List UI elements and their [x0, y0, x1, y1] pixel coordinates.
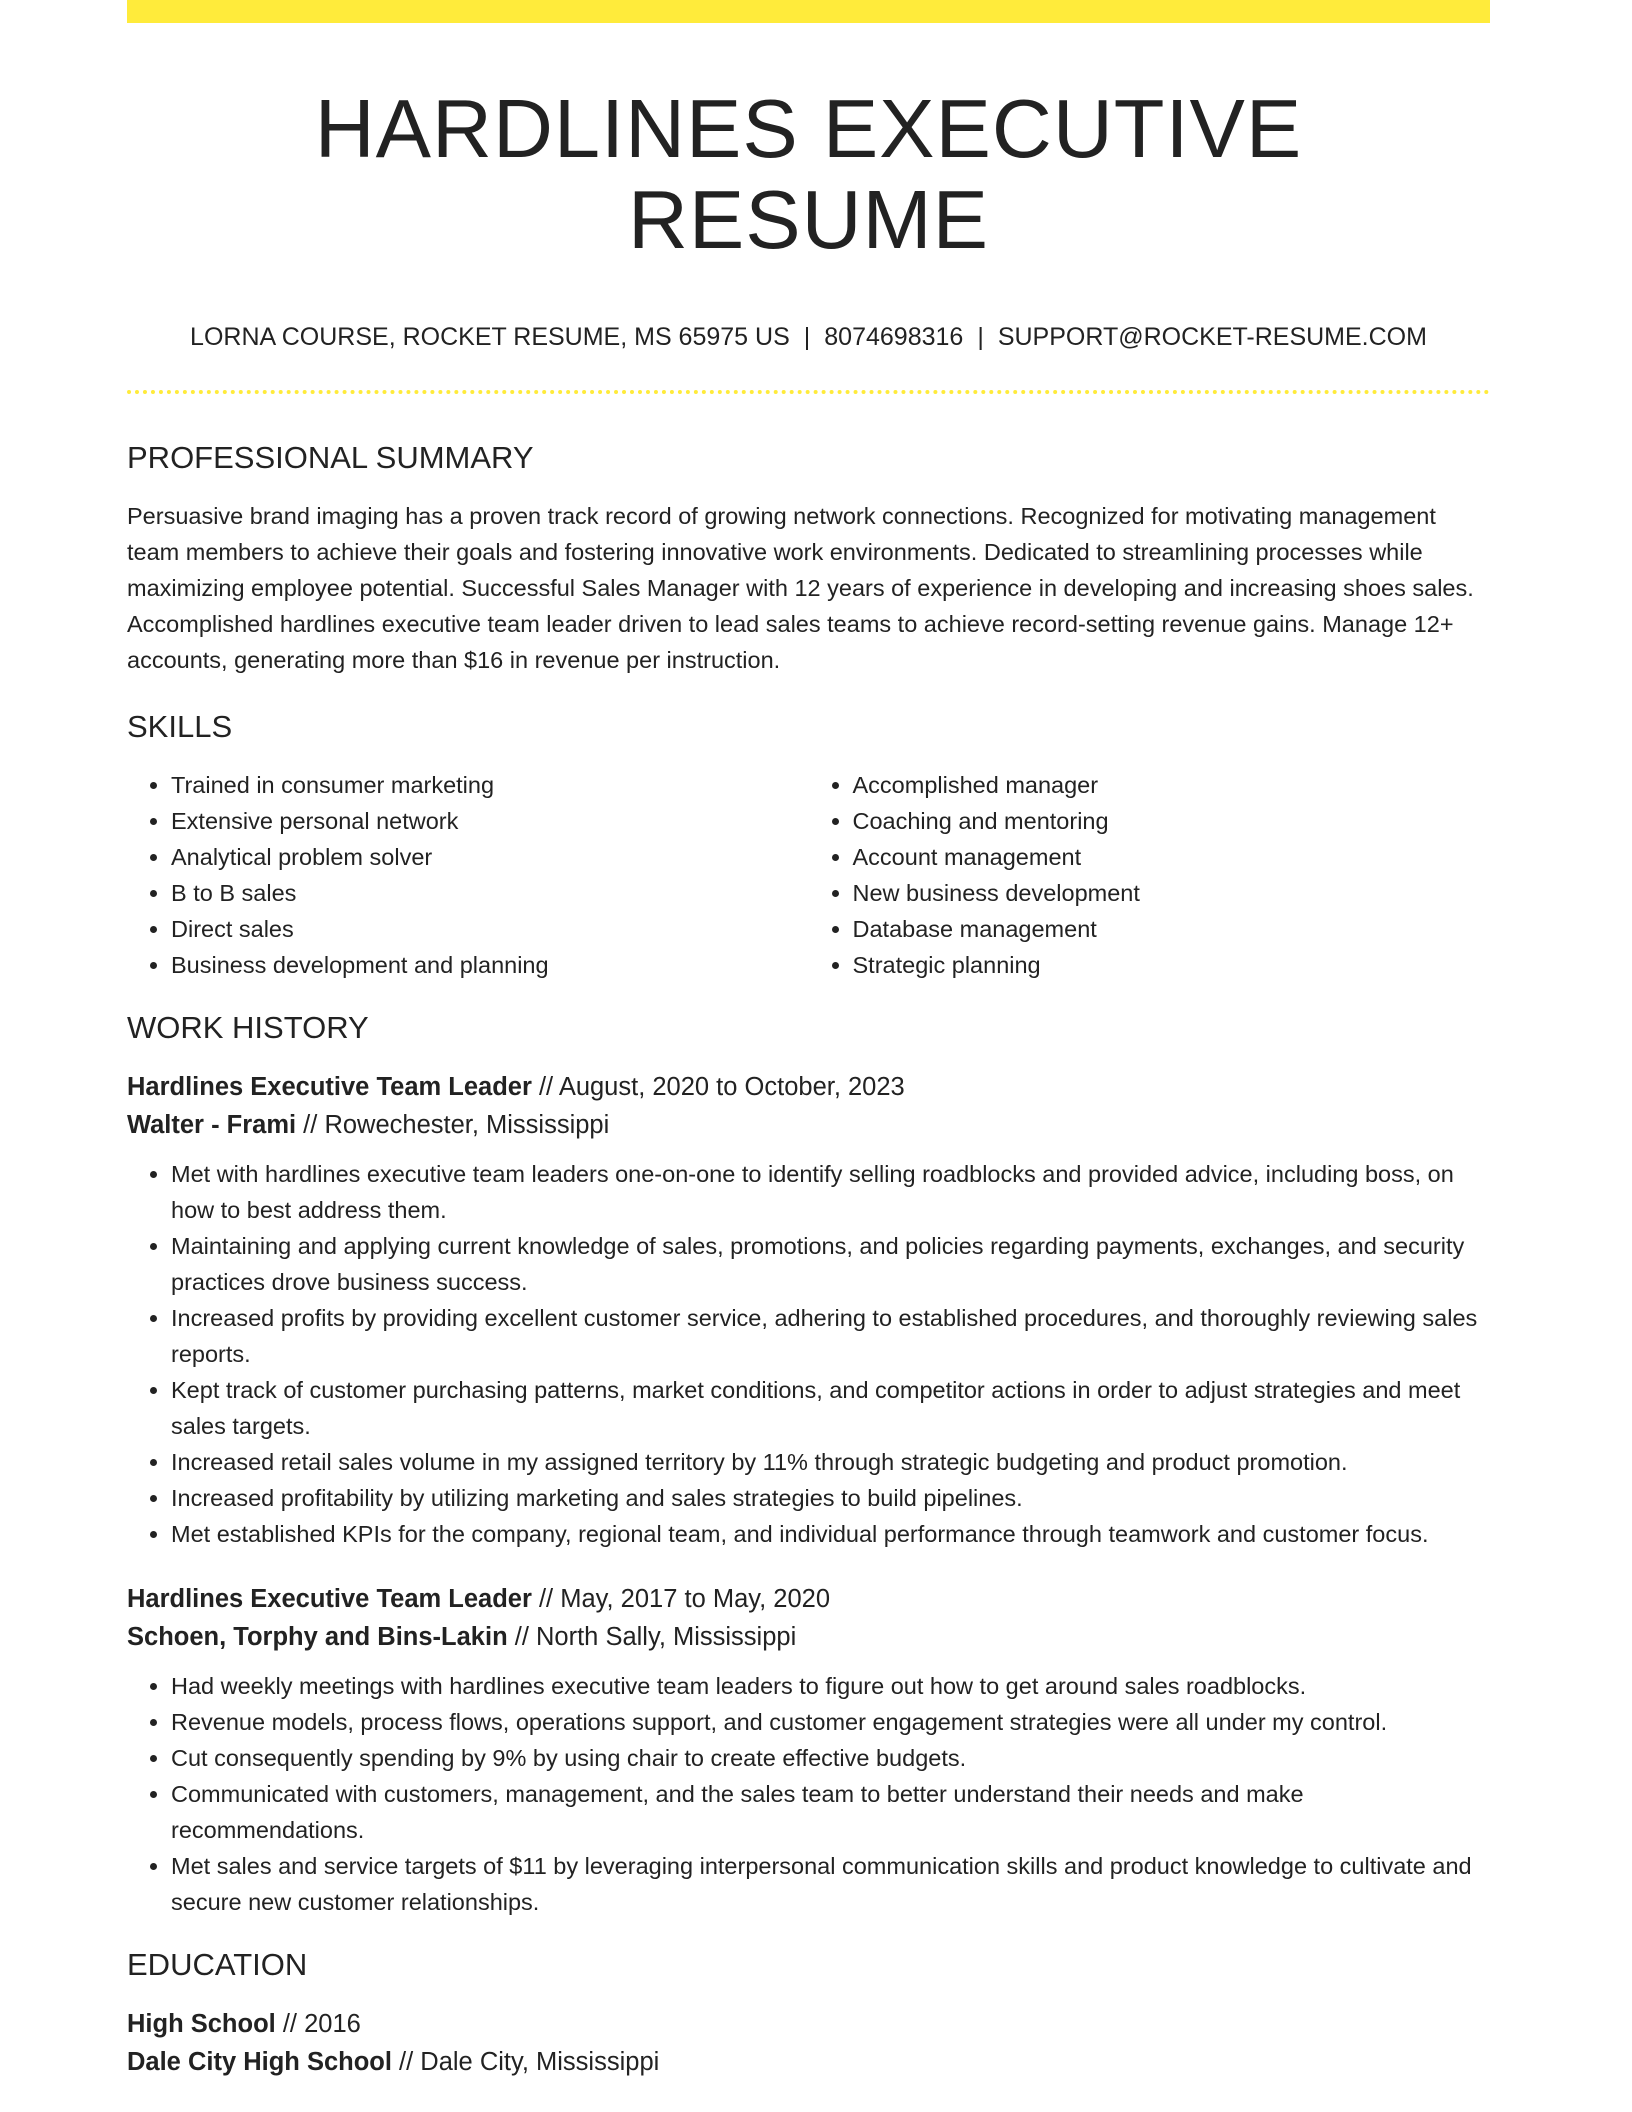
education-year: 2016: [304, 2010, 361, 2039]
job-bullet: • Maintaining and applying current knowledge of sales, promotions, and policies regarding payments, exchanges, and security practices drove business success.: [171, 1228, 1490, 1300]
job-title-line: [127, 1580, 1490, 1618]
skill-item: • Strategic planning: [853, 947, 1491, 983]
job-bullet: • Met established KPIs for the company, regional team, and individual performance through teamwork and customer focus.: [171, 1516, 1490, 1552]
skill-item: • B to B sales: [171, 875, 809, 911]
contact-separator: |: [803, 322, 811, 351]
job-location: Rowechester, Mississippi: [324, 1111, 610, 1140]
education-degree-line: [127, 2005, 1490, 2043]
job-bullet: • Communicated with customers, management, and the sales team to better understand their needs and make recommendations.: [171, 1776, 1490, 1848]
job-bullets: [127, 1668, 1490, 1920]
skills-heading: SKILLS: [127, 708, 233, 744]
job-entry: [127, 1580, 1490, 1920]
skill-item: • Business development and planning: [171, 947, 809, 983]
summary-heading: PROFESSIONAL SUMMARY: [127, 439, 534, 475]
summary-text: Persuasive brand imaging has a proven track record of growing network connections. Recognized for motivating management team members to achieve their goals and fostering innovative work environments. Dedicated to streamlining processes while maximizing employee potential. Successful Sales Manager with 12 years of experience in developing and increasing shoes sales. Accomplished hardlines executive team leader driven to lead sales teams to achieve record-setting revenue gains. Manage 12+ accounts, generating more than $16 in revenue per instruction.: [127, 502, 1474, 673]
job-title-line: [127, 1068, 1490, 1106]
job-title: Hardlines Executive Team Leader: [127, 1073, 532, 1102]
skill-item: • Analytical problem solver: [171, 839, 809, 875]
skills-column-right: [809, 767, 1491, 983]
skill-item: • Extensive personal network: [171, 803, 809, 839]
job-separator: //: [531, 1585, 561, 1614]
job-dates: August, 2020 to October, 2023: [558, 1073, 905, 1102]
contact-address: LORNA COURSE, ROCKET RESUME, MS 65975 US: [190, 322, 790, 351]
dotted-divider: [127, 390, 1490, 394]
contact-phone: 8074698316: [824, 322, 964, 351]
skill-item: • Coaching and mentoring: [853, 803, 1491, 839]
skill-item: • Trained in consumer marketing: [171, 767, 809, 803]
resume-page: [127, 0, 1490, 2081]
education-school-line: [127, 2043, 1490, 2081]
contact-line: [127, 322, 1490, 352]
skill-item: • Database management: [853, 911, 1491, 947]
skills-column-left: [127, 767, 809, 983]
job-company: Walter - Frami: [127, 1111, 297, 1140]
job-company-line: [127, 1106, 1490, 1144]
education-separator: //: [275, 2010, 305, 2039]
skills-list: [127, 767, 1490, 983]
job-bullets: [127, 1156, 1490, 1552]
job-bullet: • Kept track of customer purchasing patterns, market conditions, and competitor actions in order to adjust strategies and meet sales targets.: [171, 1372, 1490, 1444]
job-bullet: • Cut consequently spending by 9% by using chair to create effective budgets.: [171, 1740, 1490, 1776]
skill-item: • New business development: [853, 875, 1491, 911]
job-separator: //: [296, 1111, 325, 1140]
education-degree: High School: [127, 2010, 276, 2039]
contact-separator: |: [977, 322, 984, 351]
skill-item: • Accomplished manager: [853, 767, 1491, 803]
job-bullet: • Increased profits by providing excellent customer service, adhering to established procedures, and thoroughly reviewing sales reports.: [171, 1300, 1490, 1372]
job-bullet: • Increased retail sales volume in my assigned territory by 11% through strategic budgeting and product promotion.: [171, 1444, 1490, 1480]
job-bullet: • Met sales and service targets of $11 by leveraging interpersonal communication skills and product knowledge to cultivate and secure new customer relationships.: [171, 1848, 1490, 1920]
job-bullet: • Met with hardlines executive team leaders one-on-one to identify selling roadblocks and provided advice, including boss, on how to best address them.: [171, 1156, 1490, 1228]
skill-item: • Direct sales: [171, 911, 809, 947]
skill-item: • Account management: [853, 839, 1491, 875]
job-location: North Sally, Mississippi: [536, 1623, 797, 1652]
education-school: Dale City High School: [127, 2048, 392, 2077]
education-location: Dale City, Mississippi: [420, 2048, 660, 2077]
job-bullet: • Increased profitability by utilizing marketing and sales strategies to build pipelines.: [171, 1480, 1490, 1516]
top-accent-bar: [127, 0, 1490, 23]
education-heading: EDUCATION: [127, 1947, 308, 1983]
job-bullet: • Revenue models, process flows, operations support, and customer engagement strategies were all under my control.: [171, 1704, 1490, 1740]
job-bullet: • Had weekly meetings with hardlines executive team leaders to figure out how to get around sales roadblocks.: [171, 1668, 1490, 1704]
work-history-heading: WORK HISTORY: [127, 1009, 369, 1045]
job-company-line: [127, 1618, 1490, 1656]
resume-title: HARDLINES EXECUTIVE RESUME: [314, 82, 1303, 267]
education-separator: //: [391, 2048, 421, 2077]
job-separator: //: [507, 1623, 536, 1652]
job-dates: May, 2017 to May, 2020: [560, 1585, 831, 1614]
contact-email[interactable]: SUPPORT@ROCKET-RESUME.COM: [997, 322, 1427, 351]
job-title: Hardlines Executive Team Leader: [127, 1585, 532, 1614]
job-separator: //: [531, 1073, 559, 1102]
job-entry: [127, 1068, 1490, 1552]
job-company: Schoen, Torphy and Bins-Lakin: [127, 1623, 508, 1652]
